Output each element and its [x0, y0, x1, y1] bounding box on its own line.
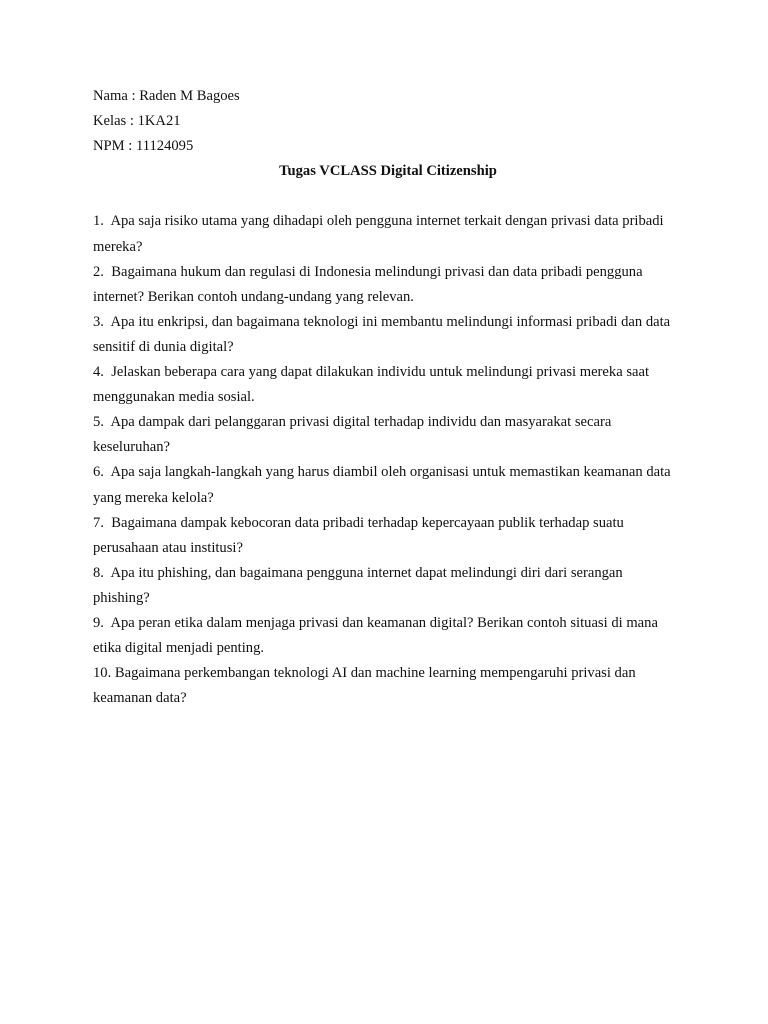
blank-line: [93, 184, 683, 209]
question-item: [93, 661, 683, 711]
question-text: Jelaskan beberapa cara yang dapat dilakukan individu untuk melindungi privasi mereka saat menggunakan media sosial.: [93, 364, 650, 406]
question-number: 2.: [93, 263, 112, 280]
question-item: [93, 360, 683, 410]
question-number: 5.: [93, 414, 111, 431]
question-text: Apa saja risiko utama yang dihadapi oleh pengguna internet terkait dengan privasi data pribadi mereka?: [93, 213, 664, 255]
question-item: [93, 511, 683, 561]
question-text: Apa itu enkripsi, dan bagaimana teknologi ini membantu melindungi informasi pribadi dan data sensitif di dunia digital?: [93, 313, 671, 355]
question-item: [93, 260, 683, 310]
question-text: Bagaimana dampak kebocoran data pribadi terhadap kepercayaan publik terhadap suatu perusahaan atau institusi?: [93, 514, 624, 556]
question-text: Apa peran etika dalam menjaga privasi dan keamanan digital? Berikan contoh situasi di mana etika digital menjadi penting.: [93, 614, 658, 657]
question-text: Apa saja langkah-langkah yang harus diambil oleh organisasi untuk memastikan keamanan data yang mereka kelola?: [93, 464, 671, 506]
question-text: Bagaimana hukum dan regulasi di Indonesia melindungi privasi dan data pribadi pengguna internet? Berikan contoh undang-undang yang relevan.: [93, 263, 643, 305]
question-number: 6.: [93, 464, 111, 481]
question-number: 4.: [93, 364, 112, 381]
question-text: Bagaimana perkembangan teknologi AI dan machine learning mempengaruhi privasi dan keamanan data?: [93, 665, 636, 707]
question-item: [93, 209, 683, 259]
question-item: [93, 310, 683, 360]
question-number: 1.: [93, 213, 111, 230]
question-text: Apa dampak dari pelanggaran privasi digital terhadap individu dan masyarakat secara keseluruhan?: [93, 414, 612, 456]
document-body: [93, 84, 683, 711]
question-number: 3.: [93, 313, 111, 330]
question-number: 10.: [93, 665, 115, 682]
question-item: [93, 561, 683, 611]
document-title: Tugas VCLASS Digital Citizenship: [279, 163, 497, 180]
question-number: 7.: [93, 514, 112, 531]
question-item: [93, 460, 683, 510]
question-number: 9.: [93, 614, 111, 631]
question-number: 8.: [93, 564, 111, 581]
student-class: Kelas : 1KA21: [93, 113, 181, 130]
question-item: [93, 410, 683, 460]
question-item: [93, 611, 683, 661]
question-list: [93, 209, 683, 711]
student-npm: NPM : 11124095: [93, 138, 194, 155]
student-name: Nama : Raden M Bagoes: [93, 88, 240, 104]
question-text: Apa itu phishing, dan bagaimana pengguna internet dapat melindungi diri dari serangan phishing?: [93, 564, 623, 606]
